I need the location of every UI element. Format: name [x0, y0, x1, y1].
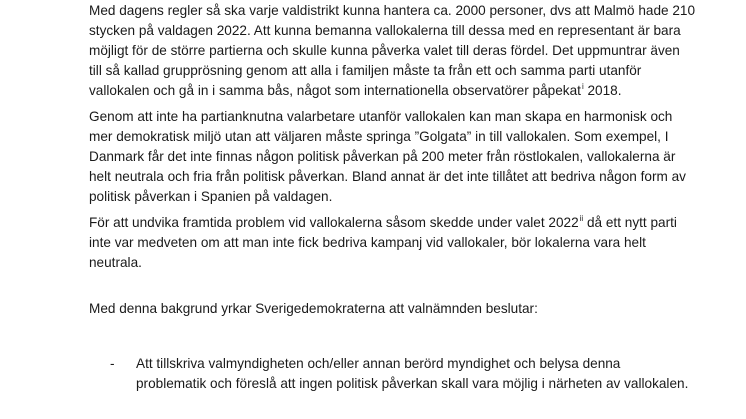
text-line: Att tillskriva valmyndigheten och/eller annan berörd myndighet och belysa denna [136, 356, 621, 371]
text-line: politisk påverkan i Spanien på valdagen. [89, 189, 333, 204]
text-line: Danmark får det inte finnas någon politisk påverkan på 200 meter från röstlokalen, vallokalerna är [89, 149, 676, 164]
text-line: stycken på valdagen 2022. Att kunna bemanna vallokalerna till dessa med en representant är bara [89, 23, 681, 38]
text-line: mer demokratisk miljö utan att väljaren måste springa ”Golgata” in till vallokalen. Som exempel, I [89, 129, 669, 144]
paragraph-voting-districts [89, 1, 696, 101]
resolution-intro [89, 299, 689, 319]
paragraph-future-problems [89, 213, 689, 273]
bullet-dash: - [110, 356, 115, 371]
paragraph-neutral-environment [89, 107, 689, 207]
text-line: helt neutrala och fria från politisk påverkan. Bland annat är det inte tillåtet att bedriva någon form av [89, 169, 686, 184]
text-span: 2018. [583, 83, 622, 98]
text-span: För att undvika framtida problem vid vallokalerna såsom skedde under valet 2022 [89, 215, 579, 230]
text-line: Med dagens regler så ska varje valdistrikt kunna hantera ca. 2000 personer, dvs att Malmö hade 210 [89, 3, 696, 18]
bullet-item [136, 354, 696, 394]
text-span: då ett nytt parti [583, 215, 677, 230]
footnote-marker: i [581, 82, 584, 91]
text-line: till så kallad grupprösning genom att alla i familjen måste ta från ett och samma parti utanför [89, 63, 642, 78]
text-line: problematik och föreslå att ingen politisk påverkan skall vara möjlig i närheten av vallokalen. [136, 376, 689, 391]
text-line: inte var medveten om att man inte fick bedriva kampanj vid vallokaler, bör lokalerna vara helt [89, 235, 646, 250]
text-line [89, 81, 689, 101]
text-line: möjligt för de större partierna och skulle kunna påverka valet till deras fördel. Det uppmuntrar även [89, 43, 680, 58]
text-line: Med denna bakgrund yrkar Sverigedemokraterna att valnämnden beslutar: [89, 301, 538, 316]
footnote-marker: ii [579, 214, 584, 223]
text-span: vallokalen och gå in i samma bås, något som internationella observatörer påpekat [89, 83, 581, 98]
text-line: Genom att inte ha partianknutna valarbetare utanför vallokalen kan man skapa en harmonisk och [89, 109, 673, 124]
text-line: neutrala. [89, 255, 142, 270]
text-line [89, 213, 689, 233]
